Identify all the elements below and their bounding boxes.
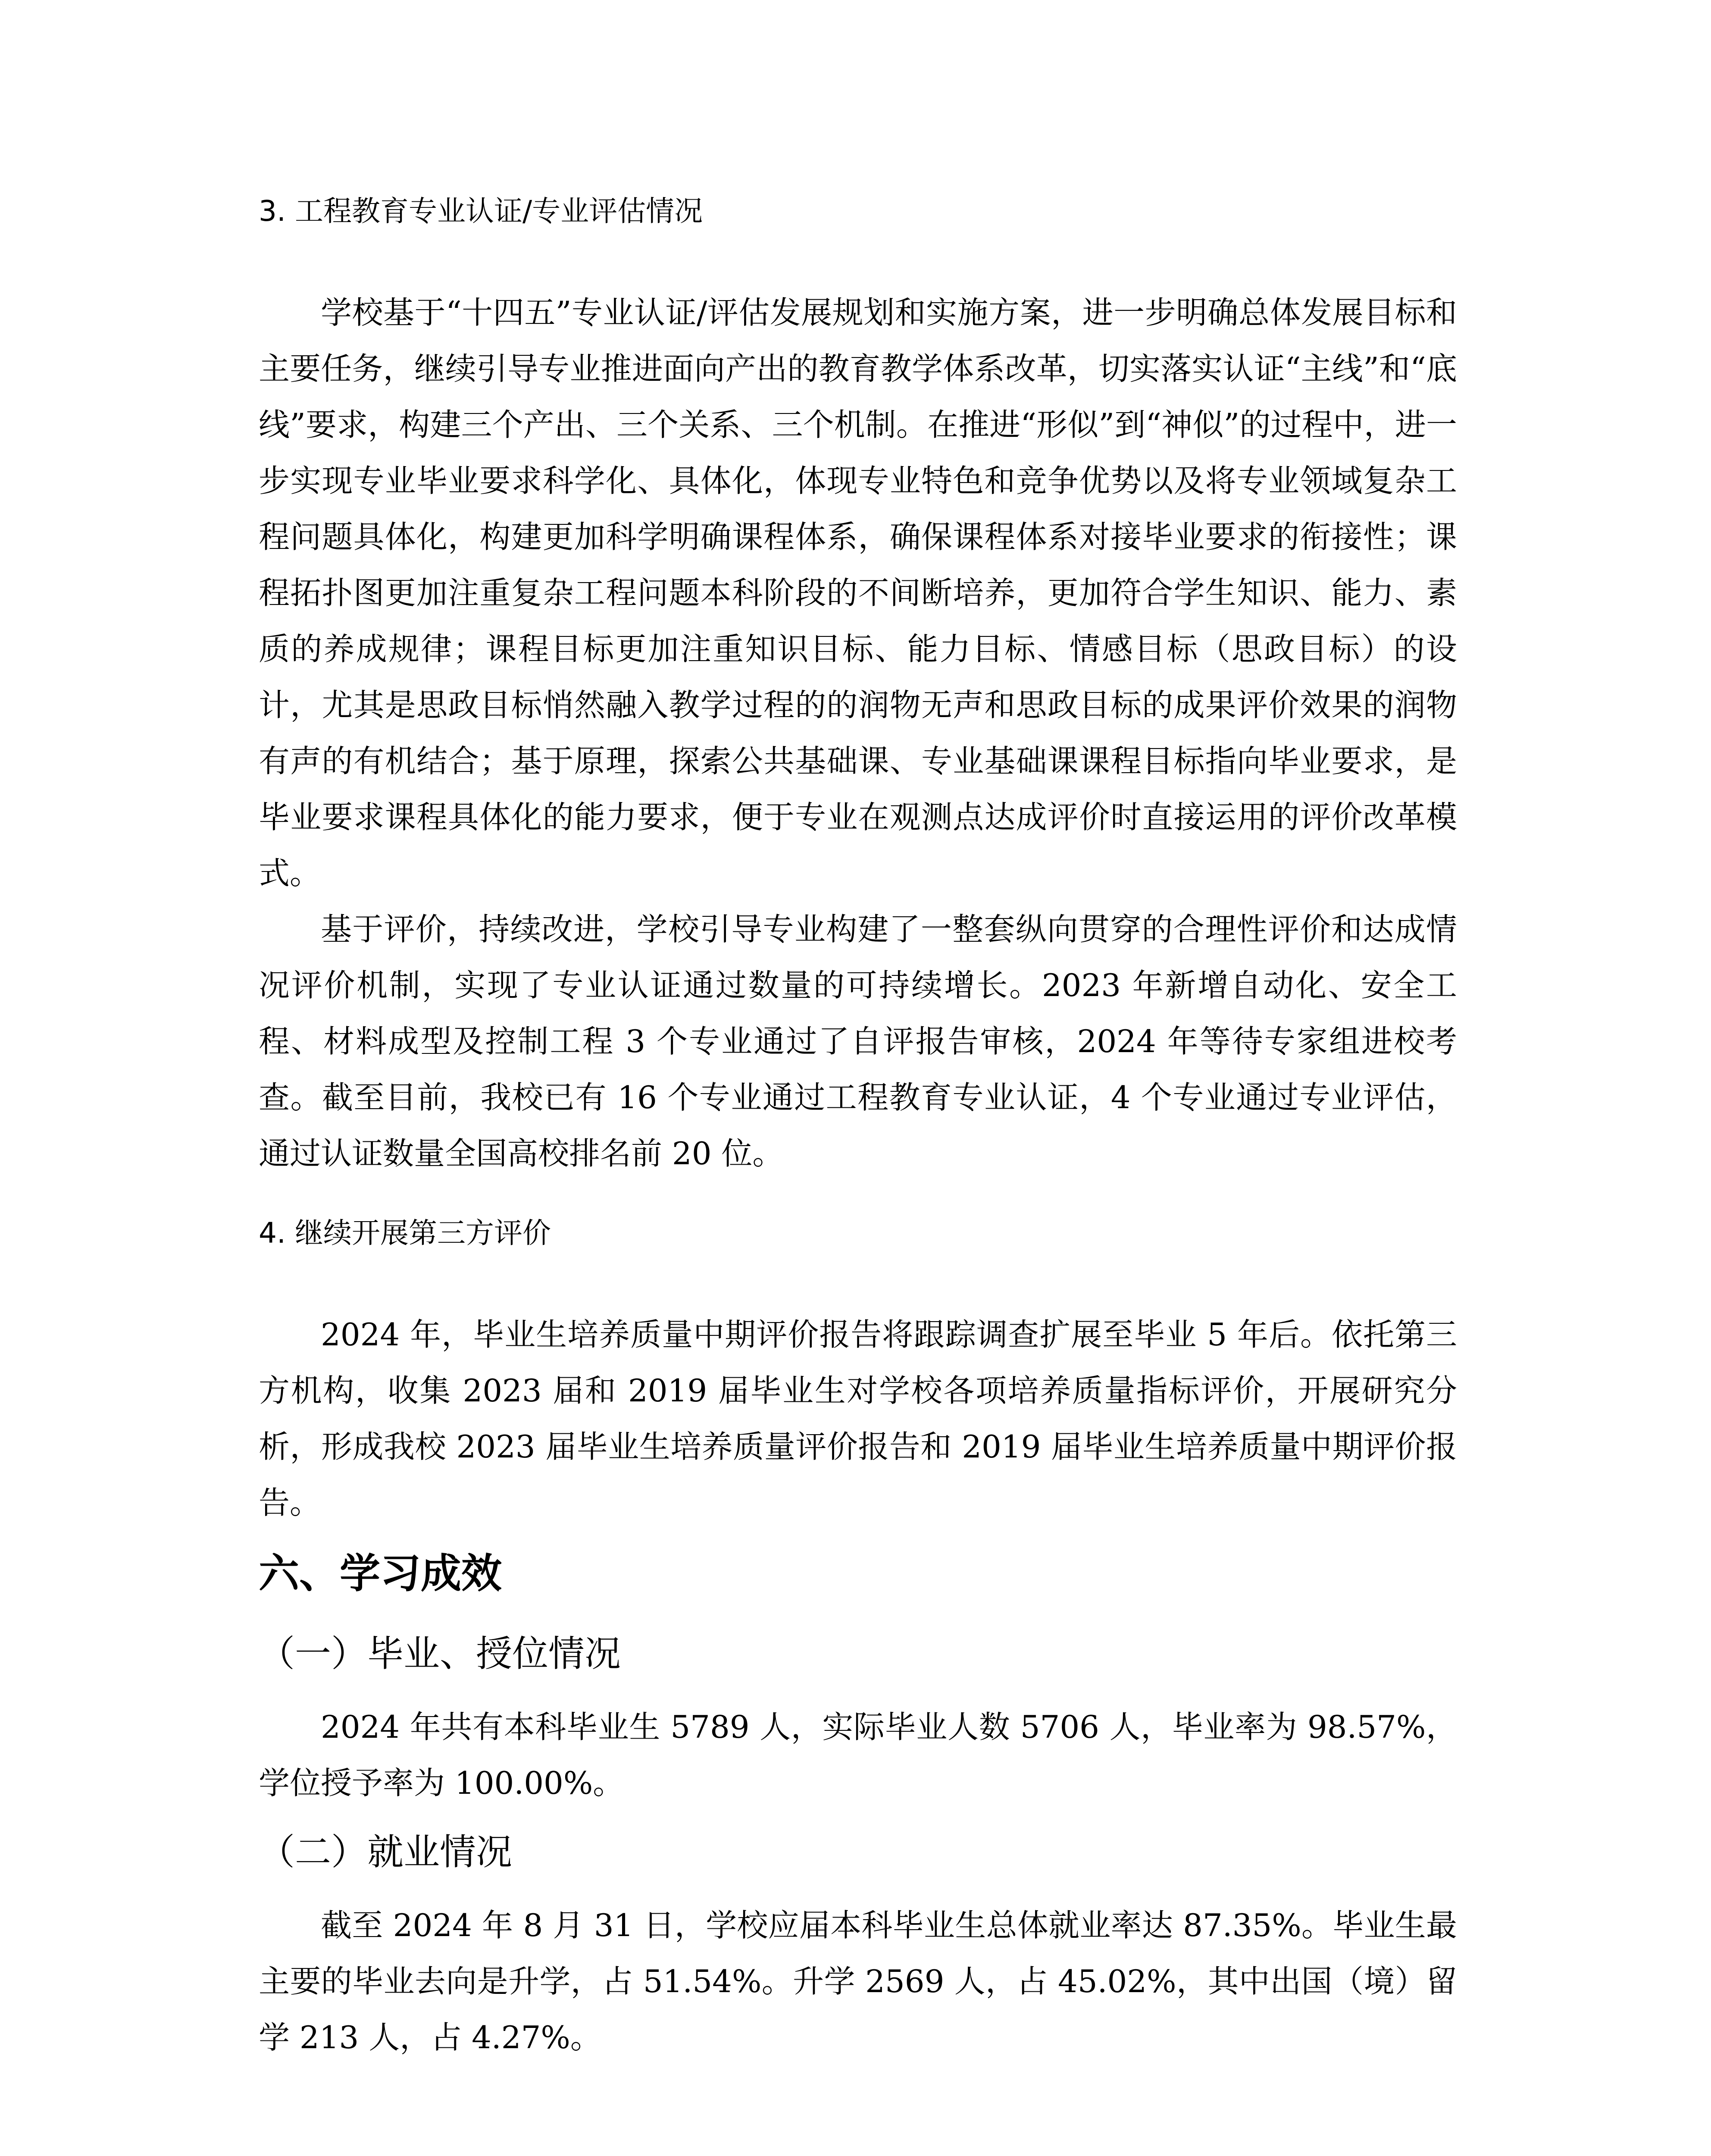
subsection-graduation-paragraph: 2024 年共有本科毕业生 5789 人，实际毕业人数 5706 人，毕业率为 98.57%，学位授予率为 100.00%。 xyxy=(259,1709,1457,1801)
chapter-6-title: 六、学习成效 xyxy=(259,1550,502,1597)
section-4-heading: 4. 继续开展第三方评价 xyxy=(259,1216,551,1250)
subsection-graduation-title: （一）毕业、授位情况 xyxy=(259,1633,621,1675)
section-3-paragraph-1: 学校基于“十四五”专业认证/评估发展规划和实施方案，进一步明确总体发展目标和主要任务，继续引导专业推进面向产出的教育教学体系改革，切实落实认证“主线”和“底线”要求，构建三个产出、三个关系、三个机制。在推进“形似”到“神似”的过程中，进一步实现专业毕业要求科学化、具体化，体现专业特色和竞争优势以及将专业领域复杂工程问题具体化，构建更加科学明确课程体系，确保课程体系对接毕业要求的衔接性；课程拓扑图更加注重复杂工程问题本科阶段的不间断培养，更加符合学生知识、能力、素质的养成规律；课程目标更加注重知识目标、能力目标、情感目标（思政目标）的设计，尤其是思政目标悄然融入教学过程的的润物无声和思政目标的成果评价效果的润物有声的有机结合；基于原理，探索公共基础课、专业基础课课程目标指向毕业要求，是毕业要求课程具体化的能力要求，便于专业在观测点达成评价时直接运用的评价改革模式。 xyxy=(259,295,1457,891)
subsection-employment-title: （二）就业情况 xyxy=(259,1831,513,1873)
section-3-heading: 3. 工程教育专业认证/专业评估情况 xyxy=(259,194,703,228)
section-4-paragraph: 2024 年，毕业生培养质量中期评价报告将跟踪调查扩展至毕业 5 年后。依托第三方机构，收集 2023 届和 2019 届毕业生对学校各项培养质量指标评价，开展研究分析，形成我校 2023 届毕业生培养质量评价报告和 2019 届毕业生培养质量中期评价报告。 xyxy=(259,1316,1457,1521)
subsection-employment-paragraph: 截至 2024 年 8 月 31 日，学校应届本科毕业生总体就业率达 87.35%。毕业生最主要的毕业去向是升学，占 51.54%。升学 2569 人，占 45.02%，其中出国（境）留学 213 人，占 4.27%。 xyxy=(259,1907,1457,2056)
page-content xyxy=(259,190,1457,2065)
section-3-paragraph-2: 基于评价，持续改进，学校引导专业构建了一整套纵向贯穿的合理性评价和达成情况评价机制，实现了专业认证通过数量的可持续增长。2023 年新增自动化、安全工程、材料成型及控制工程 3 个专业通过了自评报告审核，2024 年等待专家组进校考查。截至目前，我校已有 16 个专业通过工程教育专业认证，4 个专业通过专业评估，通过认证数量全国高校排名前 20 位。 xyxy=(259,911,1457,1172)
